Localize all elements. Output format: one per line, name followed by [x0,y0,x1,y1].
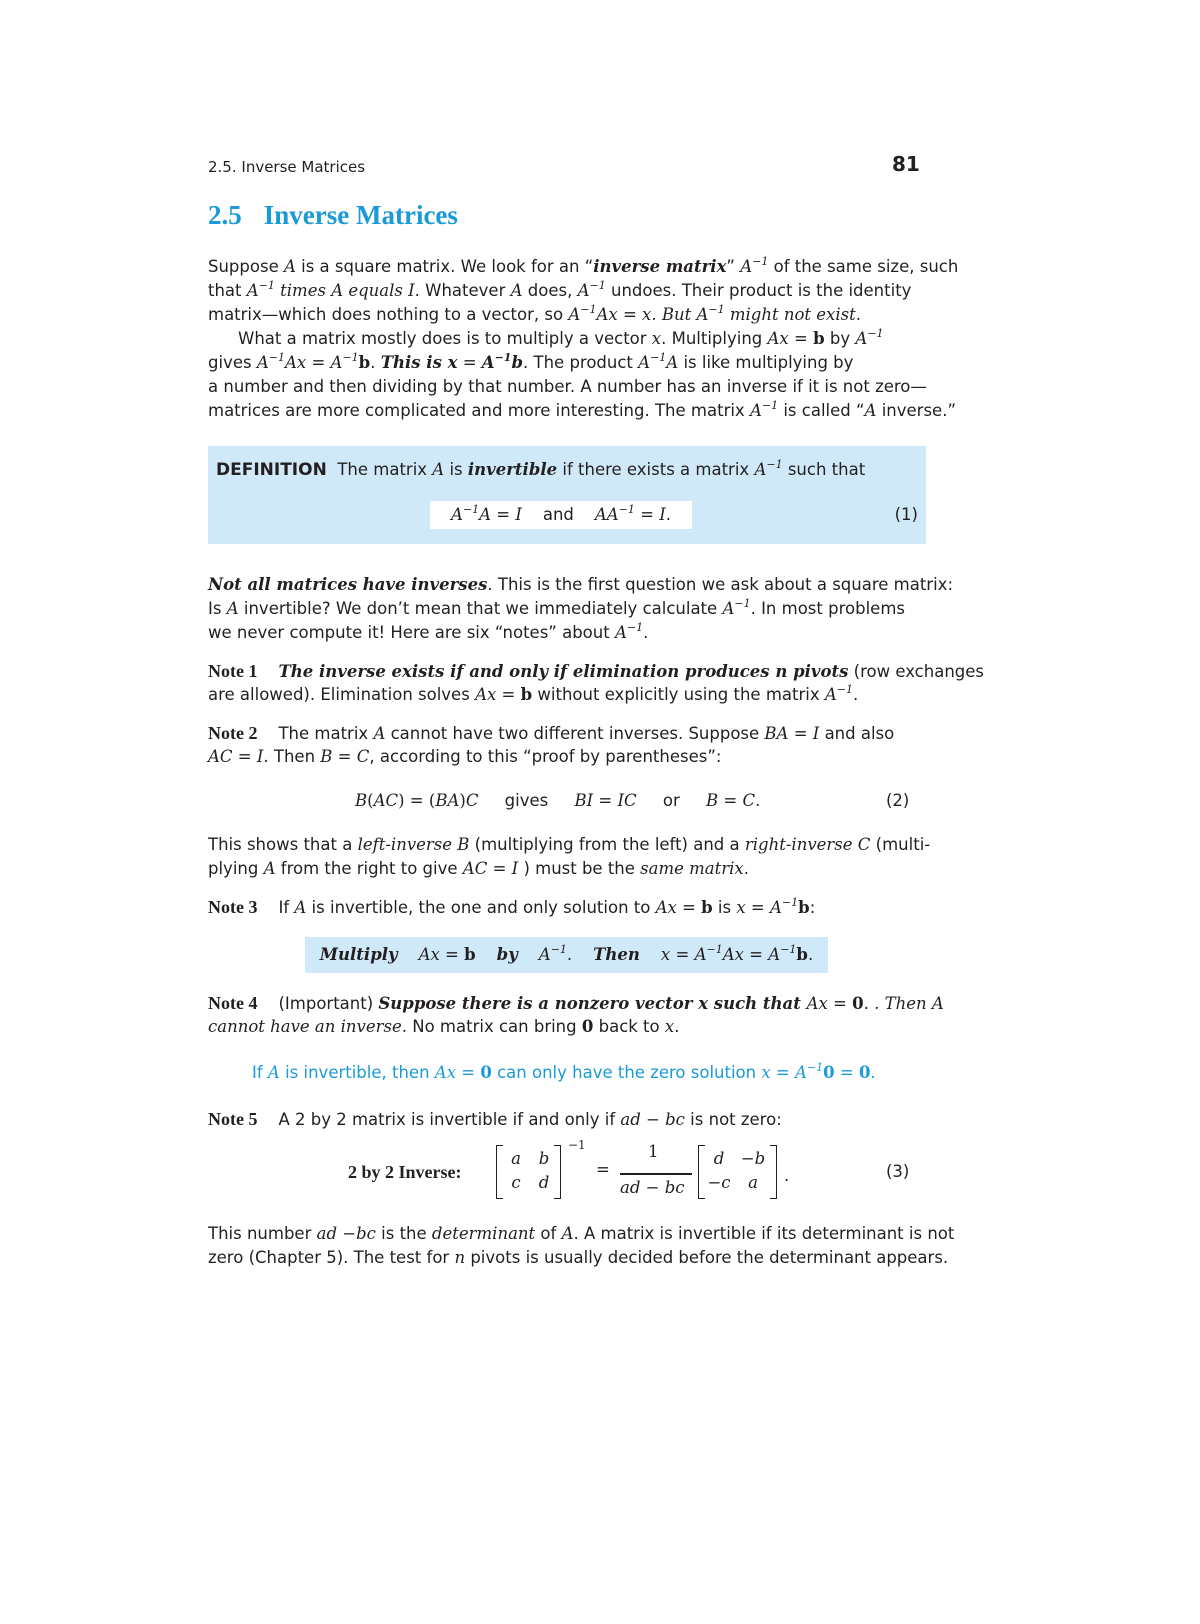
after2-line-1: This shows that a left-inverse B (multiplying from the left) and a right-inverse C (multi- [208,835,931,854]
running-header: 2.5. Inverse Matrices [208,158,366,176]
intro-line-2: that $A^{-1}$ times A equals I. Whatever A does, $A^{-1}$ undoes. Their product is the identity [208,279,912,300]
note1-line-2: are allowed). Elimination solves Ax = b without explicitly using the matrix $A^{-1}$. [208,683,859,704]
definition-text: DEFINITION The matrix A is invertible if there exists a matrix $A^{-1}$ such that [216,458,866,480]
intro-line-4: What a matrix mostly does is to multiply a vector x. Multiplying Ax = b by $A^{-1}$ [238,327,884,348]
section-number: 2.5 [208,200,242,230]
not-all-line-3: we never compute it! Here are six “notes” about $A^{-1}$. [208,621,649,642]
note4-line-2: cannot have an inverse. No matrix can bring 0 back to x. [208,1017,680,1036]
definition-label: DEFINITION [216,460,327,480]
intro-line-1: Suppose A is a square matrix. We look for an “inverse matrix” $A^{-1}$ of the same size, such [208,255,959,276]
definition-box [208,446,926,544]
closing-line-2: zero (Chapter 5). The test for n pivots is usually decided before the determinant appears. [208,1248,949,1267]
note4-line-1: Note 4 (Important) Suppose there is a nonzero vector x such that Ax = 0. . Then A [208,993,944,1013]
note5-label: Note 5 [208,1109,258,1129]
equation-number-1: (1) [894,505,918,524]
matrix-adjugate: d −b −c a [698,1145,780,1201]
note2-equation: B(AC) = (BA)C gives BI = IC or B = C. [355,791,761,810]
section-title [208,200,458,231]
note1-label: Note 1 [208,661,258,681]
note2-line-1: Note 2 The matrix A cannot have two different inverses. Suppose BA = I and also [208,723,895,743]
equation-number-2: (2) [886,791,910,810]
note2-label: Note 2 [208,723,258,743]
note3-line: Note 3 If A is invertible, the one and only solution to Ax = b is $x = A^{-1}b$: [208,896,816,917]
equals-sign: = [596,1160,610,1179]
not-all-line-1: Not all matrices have inverses. This is the first question we ask about a square matrix: [208,575,954,594]
intro-line-3: matrix—which does nothing to a vector, so $A^{-1}Ax = x$. But $A^{-1}$ might not exist. [208,303,861,324]
note4-label: Note 4 [208,993,258,1013]
note4-blue-statement: If A is invertible, then Ax = 0 can only have the zero solution $x = A^{-1}0 = 0$. [252,1061,876,1082]
after2-line-2: plying A from the right to give AC = I ) must be the same matrix. [208,859,749,878]
definition-equation: $A^{-1}A = I$ and $AA^{-1} = I$. [430,501,692,529]
fraction-bar [620,1173,692,1175]
note3-highlight-box: Multiply Ax = b by $A^{-1}$. Then $x = A^{-1}Ax = A^{-1}b$. [305,937,828,973]
fraction-denominator: ad − bc [620,1178,685,1197]
section-title-text: Inverse Matrices [263,200,458,230]
note2-line-2: AC = I. Then B = C, according to this “proof by parentheses”: [208,747,722,766]
note1-line-1: Note 1 The inverse exists if and only if elimination produces n pivots (row exchanges [208,661,984,681]
intro-line-6: a number and then dividing by that number. A number has an inverse if it is not zero— [208,377,927,396]
note5-line: Note 5 A 2 by 2 matrix is invertible if and only if ad − bc is not zero: [208,1109,782,1129]
intro-line-5: gives $A^{-1}Ax = A^{-1}b$. This is $x = A^{-1}b$. The product $A^{-1}A$ is like multiplying by [208,351,854,372]
closing-line-1: This number ad −bc is the determinant of A. A matrix is invertible if its determinant is not [208,1224,955,1243]
note3-label: Note 3 [208,897,258,917]
matrix-A: a b c d [496,1145,566,1201]
page-number: 81 [892,152,920,176]
inverse-formula-label: 2 by 2 Inverse: [348,1162,462,1182]
fraction-numerator: 1 [648,1142,659,1161]
equation-number-3: (3) [886,1162,910,1181]
intro-line-7: matrices are more complicated and more interesting. The matrix $A^{-1}$ is called “A inverse.” [208,399,956,420]
not-all-line-2: Is A invertible? We don’t mean that we immediately calculate $A^{-1}$. In most problems [208,597,905,618]
inverse-exponent: −1 [568,1138,586,1152]
formula-period: . [784,1166,790,1185]
